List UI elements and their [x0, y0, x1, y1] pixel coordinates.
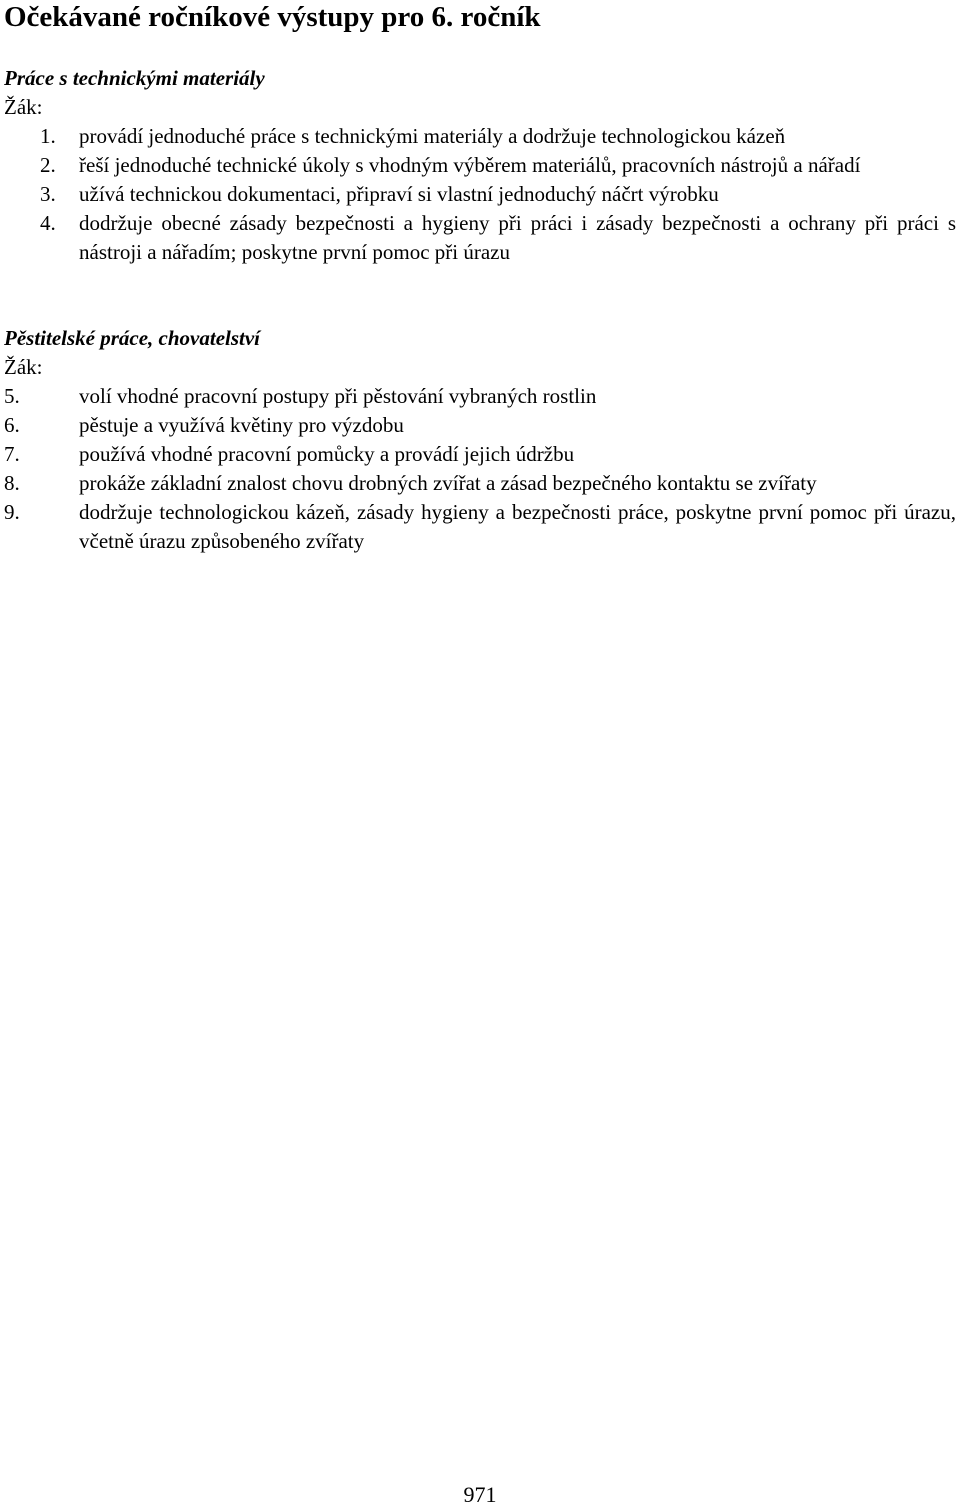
item-text: prokáže základní znalost chovu drobných zvířat a zásad bezpečného kontaktu se zvířaty — [79, 471, 817, 495]
item-text: používá vhodné pracovní pomůcky a provádí jejich údržbu — [79, 442, 575, 466]
item-number: 5. — [4, 384, 20, 408]
outcome-list — [4, 382, 956, 556]
student-label: Žák: — [4, 95, 43, 119]
item-number: 7. — [4, 442, 20, 466]
item-number: 6. — [4, 413, 20, 437]
list-item — [4, 411, 956, 440]
item-number: 2. — [40, 153, 56, 177]
item-text: pěstuje a využívá květiny pro výzdobu — [79, 413, 404, 437]
item-number: 8. — [4, 471, 20, 495]
item-number: 1. — [40, 124, 56, 148]
item-text: dodržuje obecné zásady bezpečnosti a hygieny při práci i zásady bezpečnosti a ochrany při práci s nástroji a nářadím; poskytne první pomoc při úrazu — [79, 211, 956, 264]
list-item — [4, 469, 956, 498]
student-label: Žák: — [4, 355, 43, 379]
list-item — [4, 498, 956, 556]
item-text: provádí jednoduché práce s technickými materiály a dodržuje technologickou kázeň — [79, 124, 786, 148]
list-item — [4, 440, 956, 469]
list-item — [4, 209, 956, 267]
section-heading: Pěstitelské práce, chovatelství — [4, 326, 261, 350]
page-title: Očekávané ročníkové výstupy pro 6. ročník — [4, 1, 541, 33]
list-item — [4, 180, 956, 209]
section-growing-breeding — [4, 324, 956, 556]
item-text: užívá technickou dokumentaci, připraví si vlastní jednoduchý náčrt výrobku — [79, 182, 719, 206]
item-number: 9. — [4, 500, 20, 524]
outcome-list — [4, 122, 956, 267]
item-text: volí vhodné pracovní postupy při pěstování vybraných rostlin — [79, 384, 597, 408]
item-text: řeší jednoduché technické úkoly s vhodným výběrem materiálů, pracovních nástrojů a nářadí — [79, 153, 861, 177]
item-text: dodržuje technologickou kázeň, zásady hygieny a bezpečnosti práce, poskytne první pomoc při úrazu, včetně úrazu způsobeného zvířaty — [79, 500, 956, 553]
page-number: 971 — [463, 1482, 497, 1507]
section-technical-materials — [4, 64, 956, 267]
list-item — [4, 151, 956, 180]
section-heading: Práce s technickými materiály — [4, 66, 265, 90]
item-number: 3. — [40, 182, 56, 206]
list-item — [4, 382, 956, 411]
list-item — [4, 122, 956, 151]
item-number: 4. — [40, 211, 56, 235]
